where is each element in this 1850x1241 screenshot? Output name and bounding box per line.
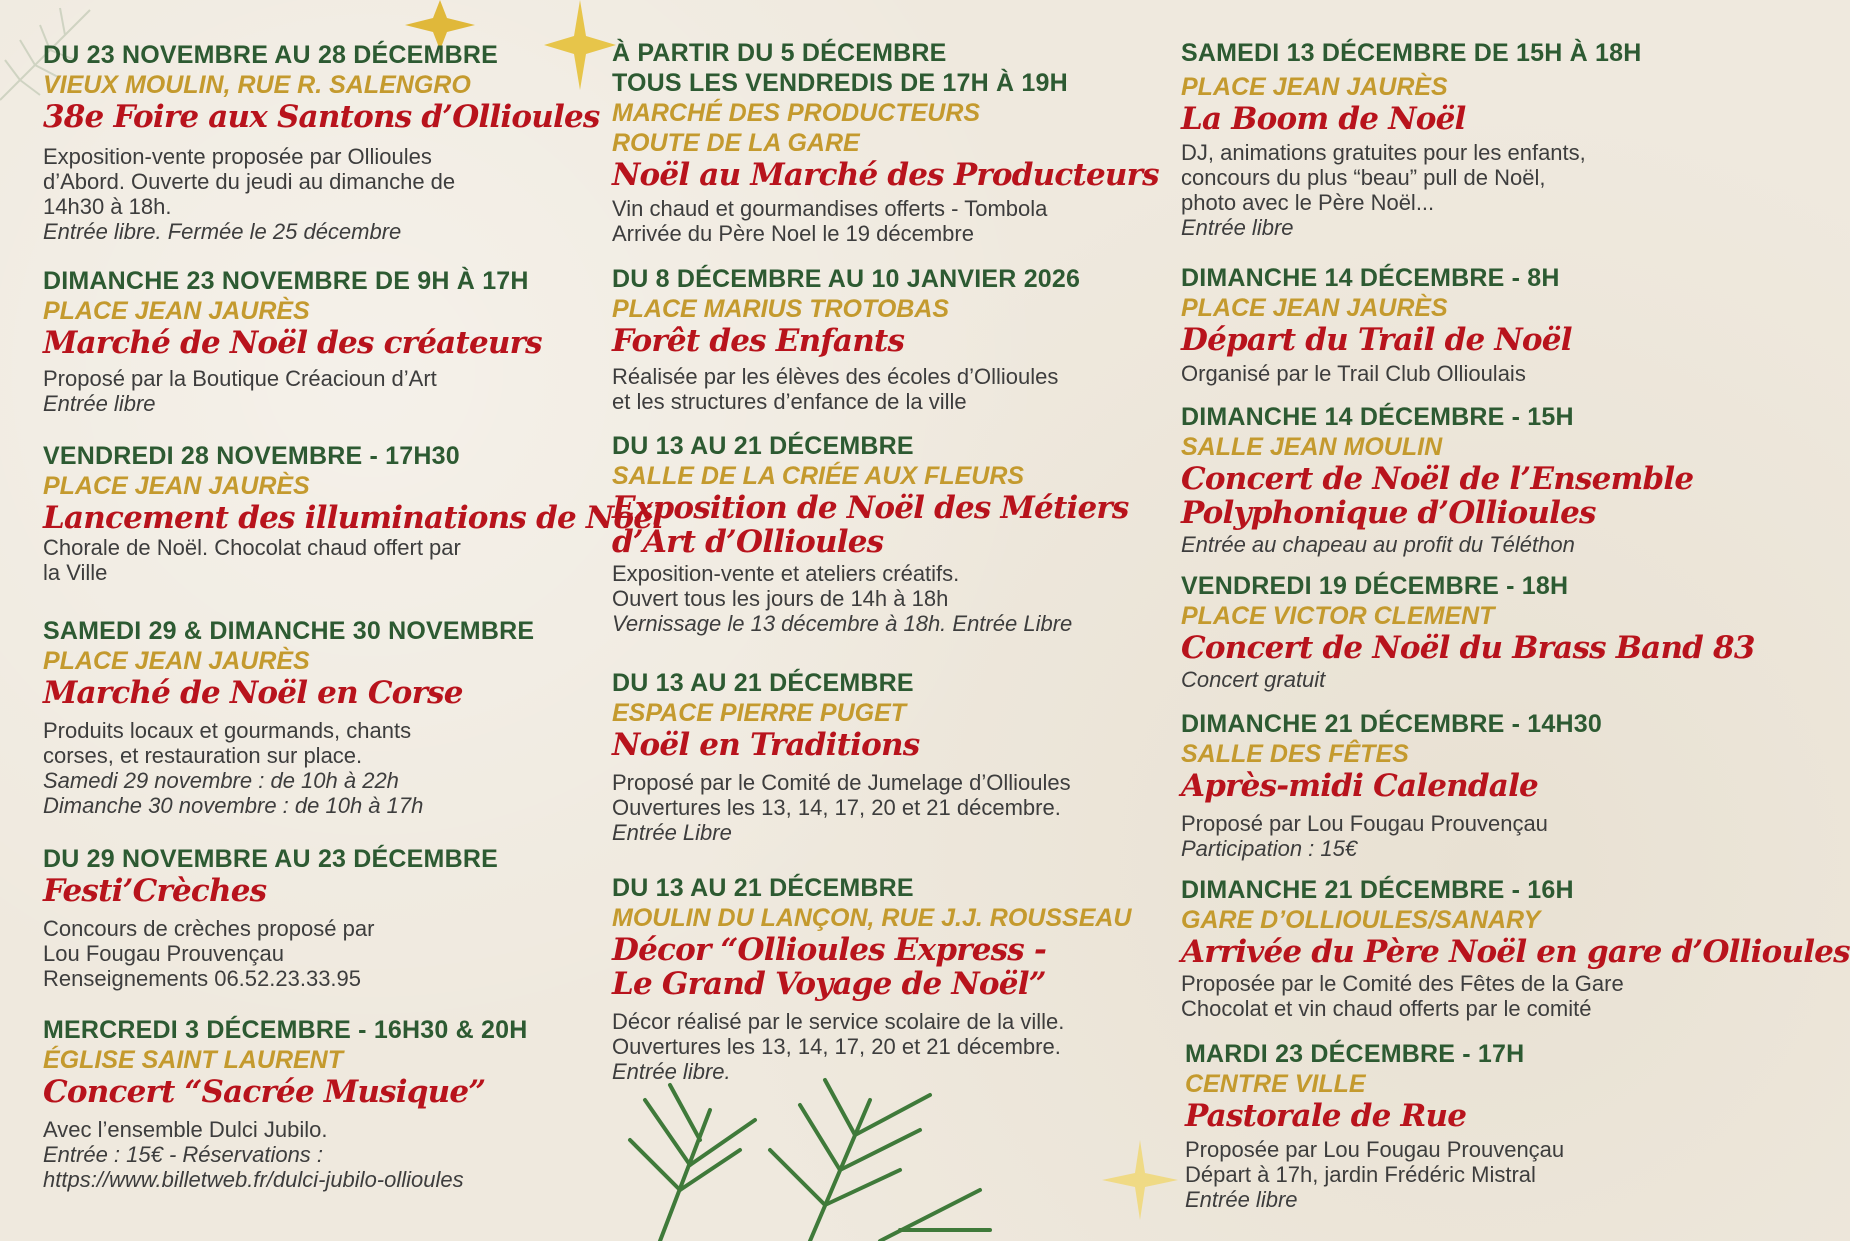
event-note: Concert gratuit (1181, 667, 1326, 692)
event-title: Marché de Noël des créateurs (43, 325, 542, 361)
event-date: DU 23 NOVEMBRE AU 28 DÉCEMBRE (43, 41, 498, 69)
event-note: Entrée : 15€ - Réservations : https://www.billetweb.fr/dulci-jubilo-ollioules (43, 1142, 528, 1192)
event-sacree-musique (43, 1015, 528, 1192)
event-title: Décor “Ollioules Express - (612, 932, 1047, 968)
event-description: Exposition-vente proposée par Ollioules d’Abord. Ouverte du jeudi au dimanche de 14h30 à 18h. (43, 144, 456, 219)
event-description: Décor réalisé par le service scolaire de la ville. Ouvertures les 13, 14, 17, 20 et 21 décembre. (612, 1009, 1065, 1059)
event-place: MOULIN DU LANÇON, RUE J.J. ROUSSEAU (612, 904, 1132, 932)
event-date: DIMANCHE 21 DÉCEMBRE - 16H (1181, 876, 1574, 904)
event-description: Organisé par le Trail Club Ollioulais (1181, 361, 1526, 386)
event-place: PLACE JEAN JAURÈS (43, 297, 310, 325)
event-place-2: ROUTE DE LA GARE (612, 129, 860, 157)
event-date: DU 8 DÉCEMBRE AU 10 JANVIER 2026 (612, 265, 1081, 293)
event-metiers-art (612, 431, 1129, 636)
event-marche-createurs (43, 266, 542, 416)
event-description: Avec l’ensemble Dulci Jubilo. (43, 1117, 328, 1142)
event-date: DU 13 AU 21 DÉCEMBRE (612, 432, 914, 460)
event-place: ÉGLISE SAINT LAURENT (43, 1046, 344, 1074)
event-note: Entrée libre (43, 391, 156, 416)
event-date: DU 13 AU 21 DÉCEMBRE (612, 669, 914, 697)
event-title: Pastorale de Rue (1185, 1098, 1467, 1134)
event-date: DIMANCHE 21 DÉCEMBRE - 14H30 (1181, 710, 1602, 738)
event-title: La Boom de Noël (1181, 101, 1466, 137)
event-noel-traditions (612, 668, 1071, 845)
event-calendale (1181, 709, 1602, 861)
event-description: Concours de crèches proposé par Lou Fougau Prouvençau Renseignements 06.52.23.33.95 (43, 916, 375, 991)
event-description: Chorale de Noël. Chocolat chaud offert par la Ville (43, 535, 461, 585)
gold-star-icon (1100, 1140, 1180, 1220)
event-place: PLACE JEAN JAURÈS (1181, 73, 1448, 101)
event-trail-noel (1181, 263, 1572, 386)
event-date: DIMANCHE 23 NOVEMBRE DE 9H À 17H (43, 267, 529, 295)
event-date: VENDREDI 28 NOVEMBRE - 17H30 (43, 442, 460, 470)
event-date: DIMANCHE 14 DÉCEMBRE - 15H (1181, 403, 1574, 431)
event-date: MERCREDI 3 DÉCEMBRE - 16H30 & 20H (43, 1016, 528, 1044)
event-place: PLACE JEAN JAURÈS (43, 647, 310, 675)
event-note: Samedi 29 novembre : de 10h à 22h Dimanche 30 novembre : de 10h à 17h (43, 768, 424, 818)
event-place: PLACE VICTOR CLEMENT (1181, 602, 1495, 630)
event-pere-noel-gare (1181, 875, 1850, 1021)
event-description: Proposée par le Comité des Fêtes de la Gare Chocolat et vin chaud offerts par le comité (1181, 971, 1624, 1021)
event-pastorale (1185, 1039, 1564, 1212)
event-illuminations (43, 441, 663, 585)
event-date: DIMANCHE 14 DÉCEMBRE - 8H (1181, 264, 1560, 292)
pine-branch-bottom (560, 1080, 1000, 1241)
event-note: Entrée libre. Fermée le 25 décembre (43, 219, 402, 244)
event-place: VIEUX MOULIN, RUE R. SALENGRO (43, 71, 471, 99)
event-title: Concert de Noël du Brass Band 83 (1181, 630, 1755, 666)
event-title: Concert de Noël de l’Ensemble (1181, 461, 1694, 497)
event-description: Proposé par Lou Fougau Prouvençau (1181, 811, 1548, 836)
event-place: SALLE DES FÊTES (1181, 740, 1409, 768)
event-date: DU 13 AU 21 DÉCEMBRE (612, 874, 914, 902)
event-description: Produits locaux et gourmands, chants corses, et restauration sur place. (43, 718, 412, 768)
event-title: Marché de Noël en Corse (43, 675, 463, 711)
event-title: Exposition de Noël des Métiers (612, 490, 1129, 526)
event-title-2: Polyphonique d’Ollioules (1181, 495, 1596, 531)
event-title-2: Le Grand Voyage de Noël” (612, 966, 1046, 1002)
event-place: SALLE JEAN MOULIN (1181, 433, 1443, 461)
event-place: GARE D’OLLIOULES/SANARY (1181, 906, 1541, 934)
event-title: Après-midi Calendale (1181, 768, 1538, 804)
event-description: Proposé par le Comité de Jumelage d’Ollioules Ouvertures les 13, 14, 17, 20 et 21 décembre. (612, 770, 1071, 820)
event-place: SALLE DE LA CRIÉE AUX FLEURS (612, 462, 1025, 490)
event-note: Participation : 15€ (1181, 836, 1358, 861)
event-description: DJ, animations gratuites pour les enfants, concours du plus “beau” pull de Noël, photo avec le Père Noël... (1181, 140, 1586, 215)
event-title: Concert “Sacrée Musique” (43, 1074, 486, 1110)
event-note: Entrée libre. (612, 1059, 731, 1084)
event-place: MARCHÉ DES PRODUCTEURS (612, 99, 981, 127)
event-title: Arrivée du Père Noël en gare d’Ollioules (1181, 934, 1850, 970)
event-title: Départ du Trail de Noël (1181, 322, 1572, 358)
event-date: SAMEDI 29 & DIMANCHE 30 NOVEMBRE (43, 617, 535, 645)
event-description: Proposée par Lou Fougau Prouvençau Départ à 17h, jardin Frédéric Mistral (1185, 1137, 1565, 1187)
event-description: Réalisée par les élèves des écoles d’Ollioules et les structures d’enfance de la ville (612, 364, 1059, 414)
event-date: À PARTIR DU 5 DÉCEMBRE (612, 39, 947, 67)
event-date: MARDI 23 DÉCEMBRE - 17H (1185, 1040, 1525, 1068)
event-brass-band (1181, 571, 1755, 692)
event-title-2: d’Art d’Ollioules (612, 524, 884, 560)
event-date-recurrence: TOUS LES VENDREDIS DE 17H À 19H (612, 69, 1068, 97)
event-date: DU 29 NOVEMBRE AU 23 DÉCEMBRE (43, 845, 498, 873)
event-title: Lancement des illuminations de Noël (43, 500, 664, 536)
event-date: VENDREDI 19 DÉCEMBRE - 18H (1181, 572, 1569, 600)
event-place: PLACE JEAN JAURÈS (1181, 294, 1448, 322)
event-note: Entrée Libre (612, 820, 732, 845)
event-note: Entrée au chapeau au profit du Téléthon (1181, 532, 1575, 557)
event-title: 38e Foire aux Santons d’Ollioules (43, 99, 600, 135)
event-festi-creches (43, 844, 498, 991)
event-boom-noel (1181, 38, 1642, 240)
event-description: Vin chaud et gourmandises offerts - Tombola Arrivée du Père Noel le 19 décembre (612, 196, 1048, 246)
event-place: PLACE MARIUS TROTOBAS (612, 295, 950, 323)
event-title: Forêt des Enfants (612, 323, 905, 359)
event-title: Festi’Crèches (43, 873, 267, 909)
event-description: Exposition-vente et ateliers créatifs. Ouvert tous les jours de 14h à 18h (612, 561, 960, 611)
event-note: Vernissage le 13 décembre à 18h. Entrée Libre (612, 611, 1073, 636)
event-title: Noël en Traditions (612, 727, 920, 763)
event-date: SAMEDI 13 DÉCEMBRE DE 15H À 18H (1181, 39, 1642, 67)
event-title: Noël au Marché des Producteurs (612, 157, 1159, 193)
event-foire-santons (43, 40, 600, 244)
event-foret-enfants (612, 264, 1080, 414)
event-concert-polyphonique (1181, 402, 1693, 557)
event-description: Proposé par la Boutique Créacioun d’Art (43, 366, 437, 391)
event-ollioules-express (612, 873, 1131, 1084)
event-note: Entrée libre (1185, 1187, 1298, 1212)
event-marche-corse (43, 616, 534, 818)
reservation-link[interactable]: https://www.billetweb.fr/dulci-jubilo-ollioules (43, 1167, 464, 1192)
event-place: CENTRE VILLE (1185, 1070, 1366, 1098)
event-place: ESPACE PIERRE PUGET (612, 699, 907, 727)
event-note: Entrée libre (1181, 215, 1294, 240)
event-place: PLACE JEAN JAURÈS (43, 472, 310, 500)
event-marche-producteurs (612, 38, 1159, 246)
